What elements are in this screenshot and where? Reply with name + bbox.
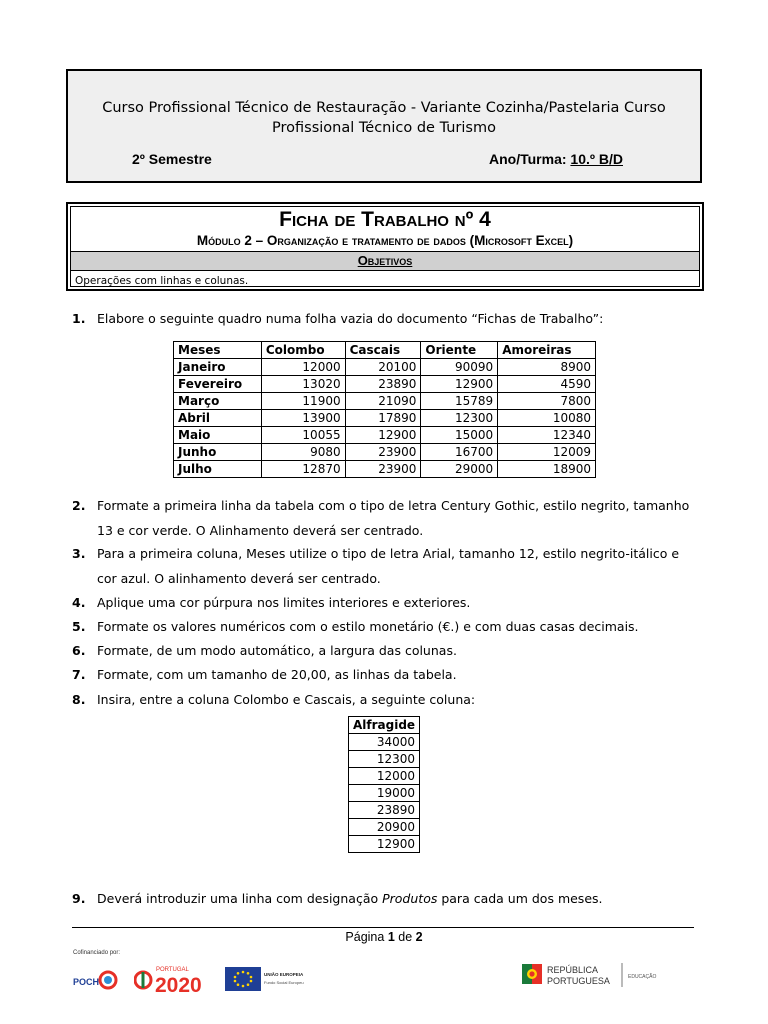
exercise-text: Elabore o seguinte quadro numa folha vazia do documento “Fichas de Trabalho”: xyxy=(97,311,604,326)
month-cell: Abril xyxy=(174,410,262,427)
exercise-item-1 xyxy=(72,306,702,331)
value-cell: 12000 xyxy=(349,768,420,785)
table-row xyxy=(174,410,596,427)
value-cell: 12009 xyxy=(498,444,596,461)
exercise-number: 1. xyxy=(72,311,86,326)
ano-turma-label: Ano/Turma: xyxy=(489,151,571,167)
objetivos-text: Operações com linhas e colunas. xyxy=(75,275,249,287)
table-header-cell: Alfragide xyxy=(349,717,420,734)
exercise-text: Formate os valores numéricos com o estilo monetário (€.) e com duas casas decimais. xyxy=(97,619,639,634)
value-cell: 12900 xyxy=(349,836,420,853)
page-mid: de xyxy=(394,930,416,944)
portugal-small-text: PORTUGAL xyxy=(156,967,189,973)
eu-text: UNIÃO EUROPEIA xyxy=(264,972,304,977)
alfragide-table xyxy=(348,716,420,853)
value-cell: 16700 xyxy=(421,444,498,461)
value-cell: 21090 xyxy=(345,393,421,410)
page-current: 1 xyxy=(387,930,395,944)
exercise-number: 7. xyxy=(72,667,86,682)
footer-divider xyxy=(72,927,694,928)
exercise-text-before: Deverá introduzir uma linha com designação xyxy=(97,891,383,906)
table-header-row xyxy=(174,342,596,359)
exercise-number: 9. xyxy=(72,891,86,906)
value-cell: 12900 xyxy=(345,427,421,444)
republica-portuguesa-logo xyxy=(520,958,666,992)
course-header-box xyxy=(66,69,702,183)
table-row xyxy=(174,393,596,410)
value-cell: 17890 xyxy=(345,410,421,427)
exercise-text xyxy=(97,886,702,911)
portuguesa-text: PORTUGUESA xyxy=(547,976,610,986)
table-header-cell: Meses xyxy=(174,342,262,359)
table-row xyxy=(349,785,420,802)
month-cell: Março xyxy=(174,393,262,410)
month-cell: Maio xyxy=(174,427,262,444)
table-header-row xyxy=(349,717,420,734)
exercise-item-6 xyxy=(72,638,702,663)
exercise-text-italic: Produtos xyxy=(382,891,438,906)
value-cell: 15789 xyxy=(421,393,498,410)
table-row xyxy=(349,768,420,785)
semester-label: 2º Semestre xyxy=(132,151,212,167)
exercise-item-8 xyxy=(72,687,702,712)
value-cell: 4590 xyxy=(498,376,596,393)
fse-text: Fundo Social Europeu xyxy=(264,980,304,985)
value-cell: 20900 xyxy=(349,819,420,836)
value-cell: 20100 xyxy=(345,359,421,376)
cofinanciado-label: Cofinanciado por: xyxy=(73,950,121,956)
course-title-line2: Profissional Técnico de Turismo xyxy=(272,120,496,136)
value-cell: 13900 xyxy=(261,410,345,427)
table-header-cell: Colombo xyxy=(261,342,345,359)
ficha-box xyxy=(66,202,704,291)
table-row xyxy=(174,359,596,376)
exercise-item-5 xyxy=(72,614,702,639)
poch-logo xyxy=(72,968,120,992)
exercise-number: 5. xyxy=(72,619,86,634)
value-cell: 23890 xyxy=(345,376,421,393)
value-cell: 23900 xyxy=(345,461,421,478)
exercise-number: 2. xyxy=(72,498,86,513)
republica-text: REPÚBLICA xyxy=(547,965,599,975)
month-cell: Junho xyxy=(174,444,262,461)
table-header-cell: Cascais xyxy=(345,342,421,359)
poch-text: POCH xyxy=(73,977,100,987)
exercise-text: Para a primeira coluna, Meses utilize o tipo de letra Arial, tamanho 12, estilo negrito-itálico e cor azul. O alinhamento deverá ser centrado. xyxy=(97,546,680,586)
course-title-line1: Curso Profissional Técnico de Restauração - Variante Cozinha/Pastelaria Curso xyxy=(102,100,666,116)
portugal-2020-logo xyxy=(134,962,216,994)
ficha-inner-frame xyxy=(70,206,700,287)
educacao-text: EDUCAÇÃO xyxy=(628,974,657,980)
course-title xyxy=(68,98,700,138)
value-cell: 19000 xyxy=(349,785,420,802)
table-row xyxy=(349,751,420,768)
value-cell: 8900 xyxy=(498,359,596,376)
value-cell: 10055 xyxy=(261,427,345,444)
value-cell: 13020 xyxy=(261,376,345,393)
table-row xyxy=(349,802,420,819)
value-cell: 23900 xyxy=(345,444,421,461)
value-cell: 9080 xyxy=(261,444,345,461)
exercise-item-9 xyxy=(72,886,702,911)
page-number xyxy=(0,930,768,944)
exercise-text-after: para cada um dos meses. xyxy=(437,891,603,906)
table-row xyxy=(174,427,596,444)
exercise-text: Insira, entre a coluna Colombo e Cascais, a seguinte coluna: xyxy=(97,692,476,707)
value-cell: 10080 xyxy=(498,410,596,427)
exercise-item-2 xyxy=(72,493,702,543)
value-cell: 12300 xyxy=(349,751,420,768)
value-cell: 29000 xyxy=(421,461,498,478)
value-cell: 12300 xyxy=(421,410,498,427)
table-header-cell: Amoreiras xyxy=(498,342,596,359)
page-total: 2 xyxy=(415,930,423,944)
exercise-number: 6. xyxy=(72,643,86,658)
exercise-text: Aplique uma cor púrpura nos limites interiores e exteriores. xyxy=(97,595,471,610)
objetivos-heading: Objetivos xyxy=(71,251,699,271)
month-cell: Janeiro xyxy=(174,359,262,376)
month-cell: Fevereiro xyxy=(174,376,262,393)
ano-turma-value: 10.º B/D xyxy=(570,151,623,167)
ficha-title: Ficha de Trabalho nº 4 xyxy=(279,208,491,231)
value-cell: 12900 xyxy=(421,376,498,393)
value-cell: 12000 xyxy=(261,359,345,376)
value-cell: 23890 xyxy=(349,802,420,819)
exercise-number: 8. xyxy=(72,692,86,707)
exercise-number: 3. xyxy=(72,546,86,561)
table-header-cell: Oriente xyxy=(421,342,498,359)
value-cell: 90090 xyxy=(421,359,498,376)
ano-turma xyxy=(489,151,623,167)
table-row xyxy=(174,376,596,393)
table-row xyxy=(349,819,420,836)
exercise-number: 4. xyxy=(72,595,86,610)
table-row xyxy=(349,836,420,853)
table-row xyxy=(174,461,596,478)
eu-logo xyxy=(224,966,308,992)
portugal-2020-text: 2020 xyxy=(155,974,202,994)
exercise-text: Formate, com um tamanho de 20,00, as linhas da tabela. xyxy=(97,667,457,682)
exercise-item-4 xyxy=(72,590,702,615)
exercise-text: Formate, de um modo automático, a largura das colunas. xyxy=(97,643,457,658)
value-cell: 15000 xyxy=(421,427,498,444)
value-cell: 34000 xyxy=(349,734,420,751)
exercise-item-3 xyxy=(72,541,702,591)
value-cell: 18900 xyxy=(498,461,596,478)
exercise-item-7 xyxy=(72,662,702,687)
exercise-text: Formate a primeira linha da tabela com o tipo de letra Century Gothic, estilo negrito, tamanho 13 e cor verde. O Alinhamento deverá ser centrado. xyxy=(97,498,690,538)
value-cell: 11900 xyxy=(261,393,345,410)
value-cell: 12870 xyxy=(261,461,345,478)
months-table xyxy=(173,341,596,478)
value-cell: 7800 xyxy=(498,393,596,410)
value-cell: 12340 xyxy=(498,427,596,444)
month-cell: Julho xyxy=(174,461,262,478)
ficha-modulo: Módulo 2 – Organização e tratamento de dados (Microsoft Excel) xyxy=(196,233,574,248)
table-row xyxy=(174,444,596,461)
page-prefix: Página xyxy=(345,930,388,944)
table-row xyxy=(349,734,420,751)
